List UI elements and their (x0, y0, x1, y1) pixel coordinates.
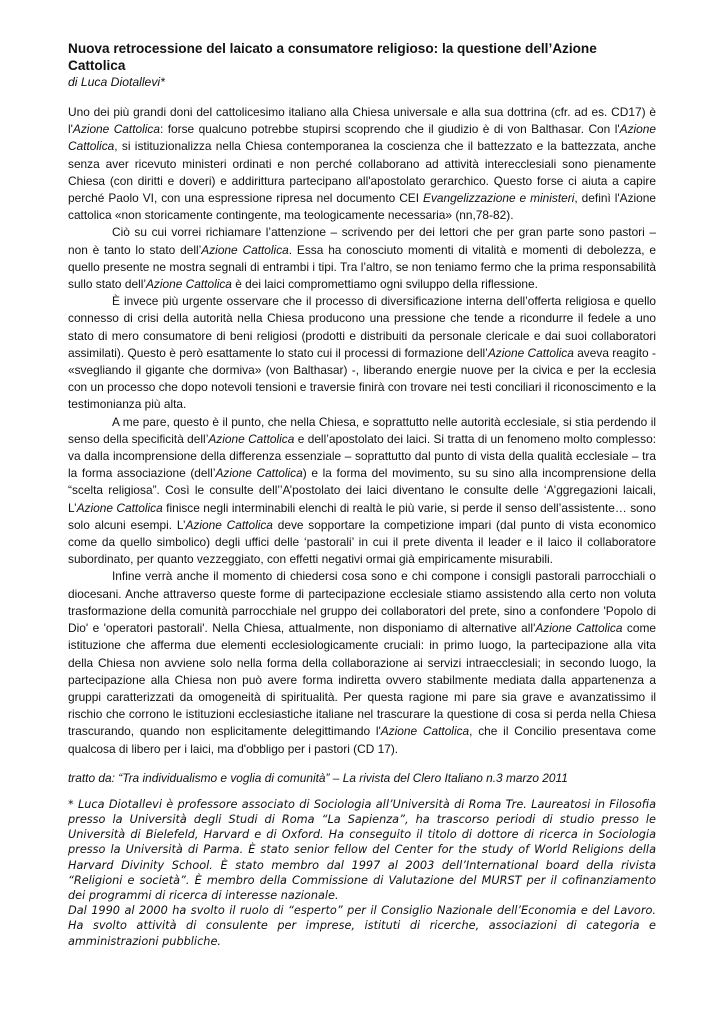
paragraph (68, 224, 656, 293)
italic-run: Evangelizzazione e ministeri (423, 191, 575, 206)
italic-run: Azione Cattolica (185, 517, 273, 532)
italic-run: Azione Cattolica (68, 122, 656, 154)
italic-run: Azione Cattolica (215, 466, 303, 481)
text-run: È invece più urgente osservare che il processo di diversificazione interna dell’offerta religiosa e quello connesso di crisi della autorità nella Chiesa producono una pressione che tende a ricondurre il fedele a uno stato di mero consumatore di beni religiosi (prodotti e distribuiti da personale clericale e dai suoi collaboratori assimilati). Questo è però esattamente lo stato cui il processi di formazione dell’ (68, 294, 656, 360)
italic-run: Azione Cattolica (72, 122, 160, 137)
text-run: Ciò su cui vorrei richiamare l’attenzione – scrivendo per dei lettori che per gran parte sono pastori – non è tanto lo stato dell’ (68, 225, 656, 257)
text-run: . Essa ha conosciuto momenti di vitalità e momenti di debolezza, e quello presente ne mostra segnali di entrambi i tipi. Tra l’altro, se non teniamo fermo che la prima responsabilità sullo stato dell’ (68, 242, 656, 292)
paragraph (68, 293, 656, 413)
italic-run: Azione Cattolica (201, 242, 289, 257)
paragraph (68, 414, 656, 569)
article-body (68, 104, 656, 758)
text-run: finisce negli interminabili elenchi di realtà le più varie, si perde il senso dell’assistente… sono solo alcuni esempi. L’ (68, 500, 656, 532)
text-run: è dei laici compromettiamo ogni sviluppo della riflessione. (231, 277, 538, 292)
document-page (68, 40, 656, 949)
italic-run: Azione Cattolica (208, 431, 295, 446)
italic-run: Azione Cattolica (76, 500, 163, 515)
text-run: A me pare, questo è il punto, che nella Chiesa, e soprattutto nelle autorità ecclesiale, si stia perdendo il senso della specificità dell’ (68, 414, 656, 446)
text-run: ) e la forma del movimento, su su sino alla incomprensione della “scelta religiosa”. Così le consulte dell’’A’postolato dei laici diventano le consulte delle ‘A’ggregazioni laicali, L’ (68, 466, 656, 515)
text-run: , si istituzionalizza nella Chiesa contemporanea la coscienza che il battezzato e la battezzata, anche senza aver ricevuto ministeri ordinati e non perché collaborano ad attività interecclesiali sono pienamente Chiesa (con diritti e doveri) e addirittura partecipano all'apostolato gerarchico. Questo forse ci aiuta a capire perché Paolo VI, con una espressione ripresa nel documento CEI (68, 139, 656, 206)
text-run: , definì l'Azione cattolica «non storicamente contingente, ma teologicamente necessaria» (nn,78-82). (68, 191, 656, 223)
text-run: , che il Concilio presentava come qualcosa di libero per i laici, ma d'obbligo per i pastori (CD 17). (68, 724, 656, 756)
text-run: come istituzione che afferma due elementi ecclesiologicamente cruciali: in primo luogo, la partecipazione alla vita della Chiesa non avviene solo nella forma della collaborazione ai servizi intraecclesiali; in secondo luogo, la partecipazione alla Chiesa non può avere forma indiretta ovvero stabilmente mediata dalla appartenenza a gruppi caratterizzati da omogeneità di spiritualità. Per questa ragione mi pare sia grave e avanzatissimo il rischio che corrono le istituzioni ecclesiastiche italiane nel trascurare la questione di cosa si perda nella Chiesa trascurando, quando non esplicitamente delegittimando l' (68, 621, 656, 739)
text-run: aveva reagito - «svegliando il gigante che dormiva» (von Balthasar) -, liberando energie nuove per la civica e per la ecclesia con un processo che dopo notevoli tensioni e traversie finirà con trovare nei testi conciliari il riconoscimento e la testimonianza più alta. (68, 345, 656, 412)
text-run: : forse qualcuno potrebbe stupirsi scoprendo che il giudizio è di von Balthasar. Con l' (159, 122, 620, 137)
text-run: Infine verrà anche il momento di chiedersi cosa sono e chi compone i consigli pastorali parrocchiali o diocesani. Anche attraverso queste forme di partecipazione ecclesiale stiamo assistendo alla certo non voluta trasformazione della comunità parrocchiale nel gruppo dei collaboratori del prete, sino a confondere 'Popolo di Dio' e 'operatori pastorali'. Nella Chiesa, attualmente, non disponiamo di alternative all' (68, 569, 656, 636)
text-run: Uno dei più grandi doni del cattolicesimo italiano alla Chiesa universale e alla sua dottrina (cfr. ad es. CD17) è l' (68, 105, 656, 137)
article-author: di Luca Diotallevi* (68, 75, 165, 89)
text-run: e dell’apostolato dei laici. Si tratta di un fenomeno molto complesso: va dalla incomprensione della differenza essenziale – soprattutto dal punto di vista della qualità ecclesiale – tra la forma associazione (dell’ (68, 431, 656, 481)
italic-run: Azione Cattolica (380, 724, 470, 739)
source-citation: tratto da: “Tra individualismo e voglia di comunità” – La rivista del Clero Italiano n.3 marzo 2011 (68, 770, 568, 785)
italic-run: Azione Cattolica (487, 345, 574, 360)
italic-run: Azione Cattolica (146, 277, 232, 292)
paragraph (68, 568, 656, 757)
bio-paragraph: Dal 1990 al 2000 ha svolto il ruolo di “esperto” per il Consiglio Nazionale dell’Economia e del Lavoro. Ha svolto attività di consulente per imprese, istituti di ricerche, associazioni di categoria e amministrazioni pubbliche. (68, 904, 656, 948)
bio-paragraph: * Luca Diotallevi è professore associato di Sociologia all’Università di Roma Tre. Laureatosi in Filosofia presso la Università degli Studi di Roma “La Sapienza”, ha trascorso periodi di studio presso le Università di Bielefeld, Harvard e di Oxford. Ha conseguito il titolo di dottore di ricerca in Sociologia presso la Università di Parma. È stato senior fellow del Center for the study of World Religions della Harvard Divinity School. È stato membro dal 1997 al 2003 dell’International board della rivista “Religioni e società”. È membro della Commissione di Valutazione del MURST per il cofinanziamento dei programmi di ricerca di interesse nazionale. (68, 797, 656, 902)
article-title: Nuova retrocessione del laicato a consumatore religioso: la questione dell’Azione Cattolica (68, 41, 597, 73)
author-bio (68, 797, 656, 949)
italic-run: Azione Cattolica (535, 621, 623, 636)
text-run: deve sopportare la competizione impari (dal punto di vista economico come da quello simbolico) degli uffici delle ‘pastorali’ in cui il prete diventa il leader e il laico il collaboratore subordinato, per quanto vezzeggiato, con effetti negativi ormai già empiricamente misurabili. (68, 517, 656, 567)
paragraph (68, 104, 656, 224)
